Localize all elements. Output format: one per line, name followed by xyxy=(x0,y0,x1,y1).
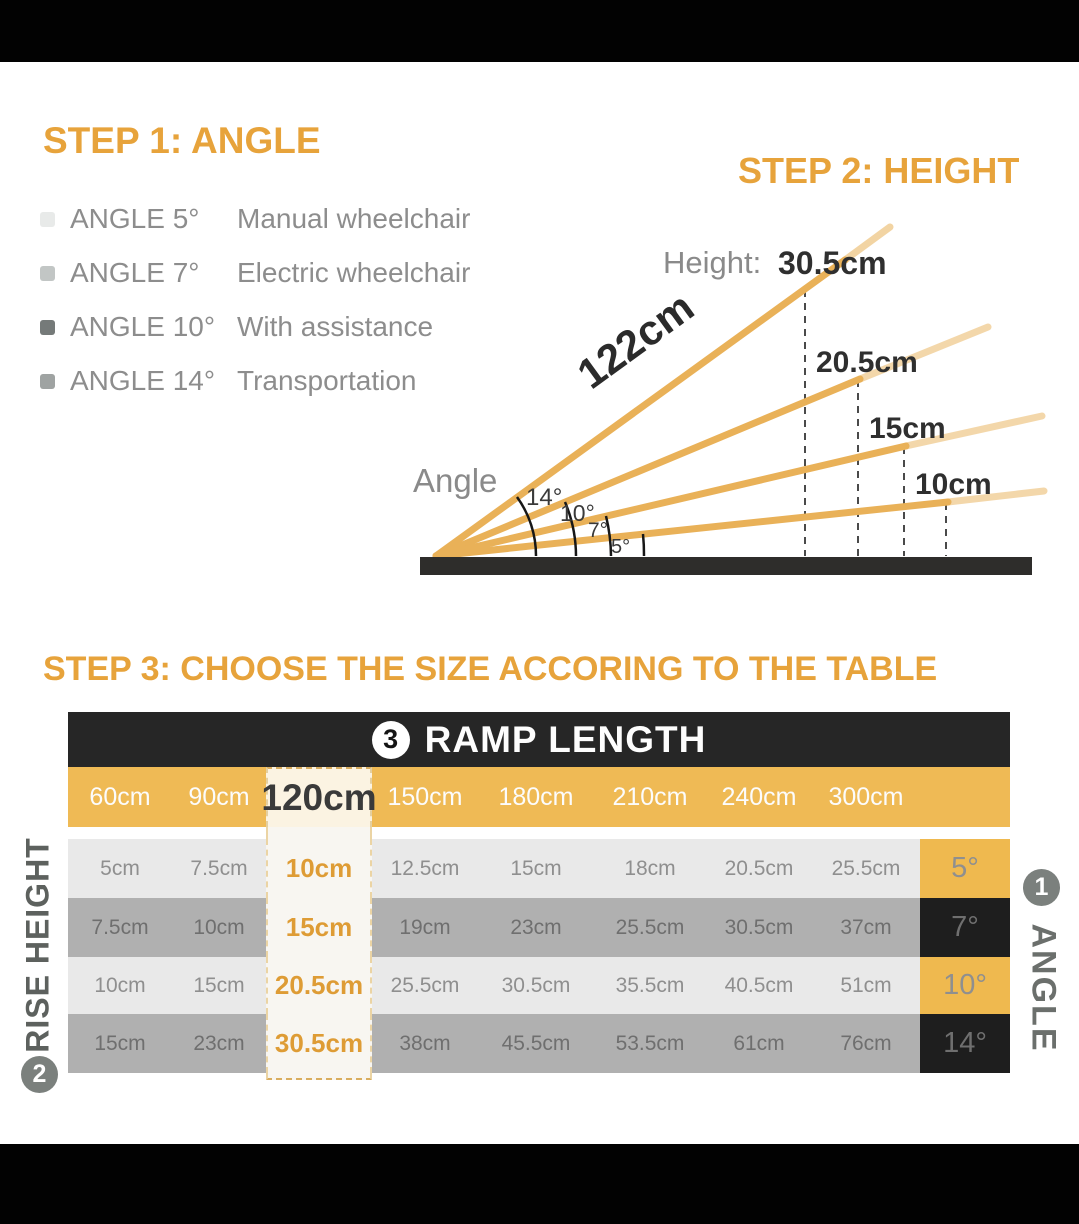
length-col-60: 60cm xyxy=(89,782,151,811)
length-col-180: 180cm xyxy=(498,782,574,811)
height-value-10: 10cm xyxy=(915,468,992,501)
highlight-column-gap xyxy=(266,827,372,839)
rise-cell: 25.5cm xyxy=(615,915,685,939)
letterbox-top xyxy=(0,0,1079,62)
rise-cell: 23cm xyxy=(193,1031,245,1055)
rise-cell: 12.5cm xyxy=(390,856,460,880)
legend-angle-label: ANGLE 7° xyxy=(70,257,200,288)
length-col-240: 240cm xyxy=(721,782,797,811)
rise-cell: 51cm xyxy=(840,973,892,997)
rise-cell: 23cm xyxy=(510,915,562,939)
rise-cell: 10cm xyxy=(94,973,146,997)
rise-cell: 15cm xyxy=(193,973,245,997)
angle-cell-14deg: 14° xyxy=(920,1014,1010,1073)
rise-cell: 19cm xyxy=(399,915,451,939)
table-header-title: RAMP LENGTH xyxy=(424,718,707,760)
rise-cell-highlighted: 15cm xyxy=(266,898,372,957)
table-row xyxy=(68,1014,1010,1073)
ramp-length-header-row xyxy=(68,767,1010,827)
rise-cell: 61cm xyxy=(733,1031,785,1055)
rise-cell: 45.5cm xyxy=(501,1031,571,1055)
rise-cell: 38cm xyxy=(399,1031,451,1055)
legend-angle-label: ANGLE 14° xyxy=(70,365,216,396)
length-col-150: 150cm xyxy=(387,782,463,811)
rise-cell: 25.5cm xyxy=(390,973,460,997)
angle-word-label: Angle xyxy=(413,462,498,499)
length-col-angle-spacer xyxy=(920,767,1010,827)
step3-title: STEP 3: CHOOSE THE SIZE ACCORING TO THE TABLE xyxy=(43,650,938,688)
step1-title: STEP 1: ANGLE xyxy=(43,120,321,161)
legend-angle-desc: Transportation xyxy=(237,365,417,396)
angle-cell-5deg: 5° xyxy=(920,839,1010,898)
arc-label-7deg: 7° xyxy=(588,519,609,542)
height-value-30-5: 30.5cm xyxy=(778,245,887,281)
ramp-line-5deg xyxy=(436,502,948,556)
rise-cell-highlighted: 30.5cm xyxy=(266,1014,372,1073)
angle-cell-7deg: 7° xyxy=(920,898,1010,957)
rise-cell: 15cm xyxy=(94,1031,146,1055)
swatch-5deg-icon xyxy=(40,212,55,227)
badge-1-icon: 1 xyxy=(1023,869,1060,906)
step2-title: STEP 2: HEIGHT xyxy=(738,150,1020,191)
swatch-10deg-icon xyxy=(40,320,55,335)
ground-bar xyxy=(420,557,1032,575)
rise-cell-highlighted: 20.5cm xyxy=(266,957,372,1014)
length-col-120-highlighted: 120cm xyxy=(266,767,372,827)
rise-cell: 30.5cm xyxy=(724,915,794,939)
rise-cell: 20.5cm xyxy=(724,856,794,880)
rise-height-axis-label: RISE HEIGHT xyxy=(19,837,56,1053)
height-prefix-label: Height: xyxy=(663,245,762,280)
rise-cell: 53.5cm xyxy=(615,1031,685,1055)
height-value-20-5: 20.5cm xyxy=(816,346,918,379)
ramp-length-label: 122cm xyxy=(568,282,703,398)
angle-axis-label: ANGLE xyxy=(1024,923,1063,1053)
rise-cell: 10cm xyxy=(193,915,245,939)
legend-angle-label: ANGLE 10° xyxy=(70,311,216,342)
length-col-300: 300cm xyxy=(828,782,904,811)
ramp-angle-diagram xyxy=(405,218,1079,580)
table-row xyxy=(68,898,1010,957)
badge-2-icon: 2 xyxy=(21,1056,58,1093)
arc-label-5deg: 5° xyxy=(611,536,631,558)
legend-angle-desc: Electric wheelchair xyxy=(237,257,471,288)
ramp-size-table xyxy=(68,712,1010,1073)
length-col-210: 210cm xyxy=(612,782,688,811)
angle-cell-10deg: 10° xyxy=(920,957,1010,1014)
rise-cell: 37cm xyxy=(840,915,892,939)
header-gap-row xyxy=(68,827,1010,839)
rise-cell: 5cm xyxy=(100,856,140,880)
rise-cell: 35.5cm xyxy=(615,973,685,997)
rise-cell: 7.5cm xyxy=(91,915,149,939)
letterbox-bottom xyxy=(0,1144,1079,1224)
legend-angle-desc: With assistance xyxy=(237,311,434,342)
rise-cell: 30.5cm xyxy=(501,973,571,997)
highlight-column-tail xyxy=(266,1073,372,1080)
rise-cell: 76cm xyxy=(840,1031,892,1055)
rise-cell: 7.5cm xyxy=(190,856,248,880)
legend-angle-desc: Manual wheelchair xyxy=(237,203,471,234)
legend-angle-label: ANGLE 5° xyxy=(70,203,200,234)
rise-cell-highlighted: 10cm xyxy=(266,839,372,898)
rise-cell: 18cm xyxy=(624,856,676,880)
arc-label-10deg: 10° xyxy=(560,500,595,526)
swatch-14deg-icon xyxy=(40,374,55,389)
table-row xyxy=(68,957,1010,1014)
length-col-90: 90cm xyxy=(188,782,250,811)
rise-cell: 15cm xyxy=(510,856,562,880)
table-header-bar xyxy=(68,712,1010,767)
swatch-7deg-icon xyxy=(40,266,55,281)
step3-badge-icon: 3 xyxy=(372,721,410,759)
arc-label-14deg: 14° xyxy=(526,484,563,511)
rise-cell: 25.5cm xyxy=(831,856,901,880)
height-value-15: 15cm xyxy=(869,412,946,445)
table-row xyxy=(68,839,1010,898)
rise-cell: 40.5cm xyxy=(724,973,794,997)
